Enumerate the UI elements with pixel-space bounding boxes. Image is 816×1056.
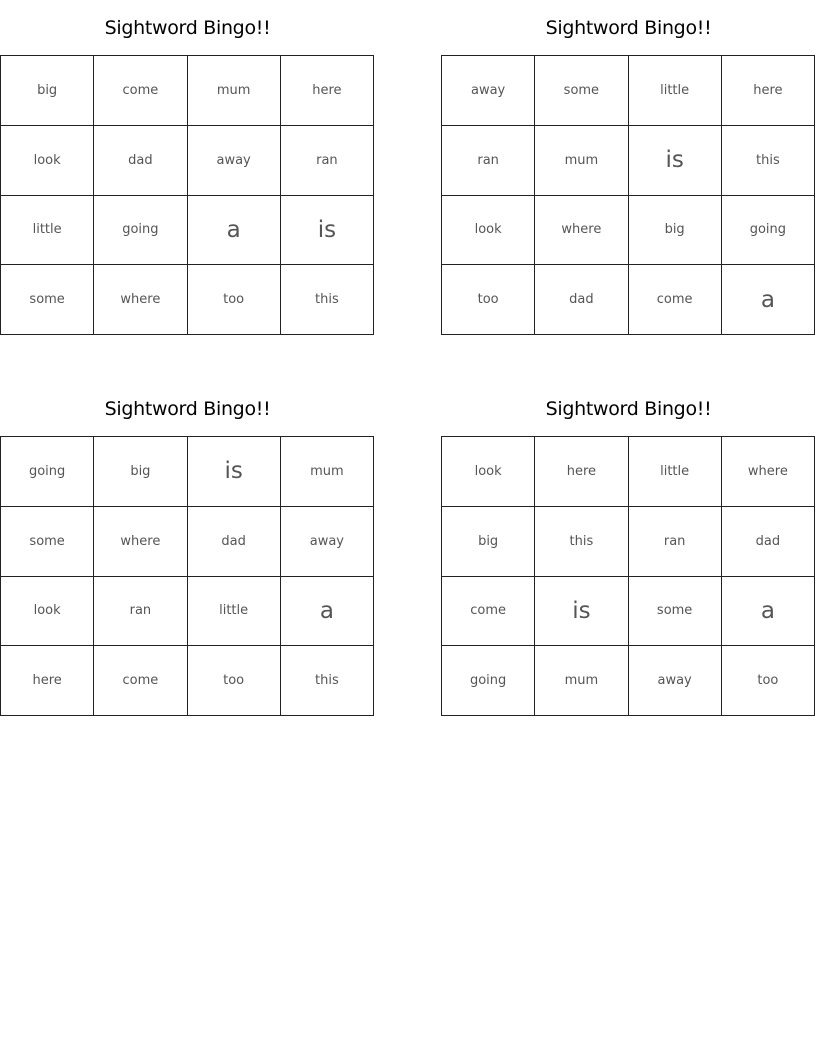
bingo-cell: big (94, 437, 187, 507)
card-title: Sightword Bingo!! (545, 17, 712, 39)
bingo-cell: big (629, 196, 722, 266)
bingo-cell: big (442, 507, 535, 577)
bingo-cell: dad (722, 507, 815, 577)
bingo-cell: going (722, 196, 815, 266)
bingo-cell: away (188, 126, 281, 196)
bingo-cell: a (281, 577, 374, 647)
bingo-cell: here (1, 646, 94, 716)
bingo-cell: here (281, 56, 374, 126)
bingo-cell: come (442, 577, 535, 647)
bingo-cell: some (535, 56, 628, 126)
bingo-cell: is (535, 577, 628, 647)
bingo-cell: mum (535, 126, 628, 196)
bingo-cell: mum (281, 437, 374, 507)
bingo-grid (441, 55, 815, 335)
bingo-cell: little (629, 56, 722, 126)
bingo-cell: little (629, 437, 722, 507)
bingo-cell: where (94, 265, 187, 335)
bingo-cell: little (188, 577, 281, 647)
bingo-cell: big (1, 56, 94, 126)
bingo-cell: going (442, 646, 535, 716)
bingo-cell: some (629, 577, 722, 647)
bingo-cell: here (535, 437, 628, 507)
bingo-cell: look (442, 196, 535, 266)
card-title: Sightword Bingo!! (104, 17, 271, 39)
bingo-cell: too (188, 646, 281, 716)
bingo-cell: little (1, 196, 94, 266)
bingo-cell: too (722, 646, 815, 716)
bingo-cell: ran (281, 126, 374, 196)
bingo-cell: dad (188, 507, 281, 577)
bingo-cell: ran (94, 577, 187, 647)
bingo-grid (441, 436, 815, 716)
bingo-cell: dad (94, 126, 187, 196)
bingo-cell: is (281, 196, 374, 266)
bingo-cell: ran (629, 507, 722, 577)
bingo-cell: where (94, 507, 187, 577)
bingo-cell: dad (535, 265, 628, 335)
bingo-cell: where (535, 196, 628, 266)
bingo-cell: some (1, 265, 94, 335)
bingo-cell: this (722, 126, 815, 196)
bingo-cell: going (94, 196, 187, 266)
bingo-cell: too (188, 265, 281, 335)
bingo-cell: ran (442, 126, 535, 196)
bingo-cell: here (722, 56, 815, 126)
bingo-cell: a (188, 196, 281, 266)
bingo-cell: a (722, 265, 815, 335)
bingo-grid (0, 55, 374, 335)
bingo-cell: look (442, 437, 535, 507)
bingo-grid (0, 436, 374, 716)
bingo-cell: come (94, 56, 187, 126)
bingo-cell: come (629, 265, 722, 335)
bingo-cell: where (722, 437, 815, 507)
bingo-cell: away (281, 507, 374, 577)
bingo-cell: away (629, 646, 722, 716)
bingo-cell: this (281, 646, 374, 716)
bingo-cell: this (281, 265, 374, 335)
bingo-cell: come (94, 646, 187, 716)
bingo-cell: is (188, 437, 281, 507)
bingo-cell: is (629, 126, 722, 196)
bingo-cell: going (1, 437, 94, 507)
bingo-cell: some (1, 507, 94, 577)
bingo-cell: too (442, 265, 535, 335)
card-title: Sightword Bingo!! (104, 398, 271, 420)
bingo-cell: look (1, 126, 94, 196)
bingo-cell: look (1, 577, 94, 647)
bingo-cell: a (722, 577, 815, 647)
bingo-cell: mum (535, 646, 628, 716)
bingo-cell: mum (188, 56, 281, 126)
bingo-cell: this (535, 507, 628, 577)
bingo-cell: away (442, 56, 535, 126)
card-title: Sightword Bingo!! (545, 398, 712, 420)
